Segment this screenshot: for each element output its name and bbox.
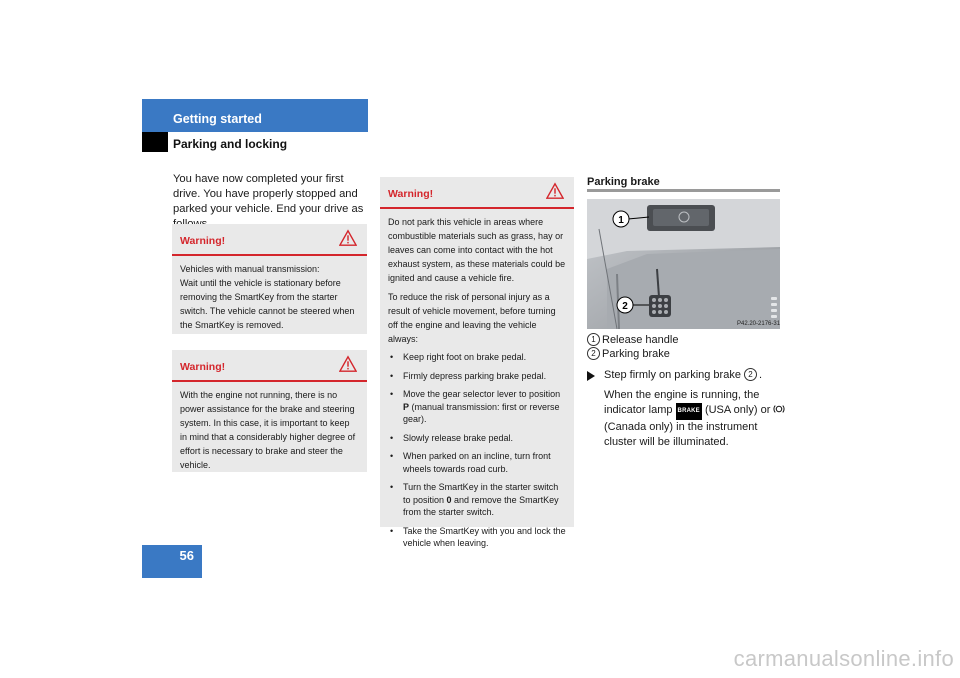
section-title: Getting started (173, 112, 262, 126)
warning-header (172, 350, 367, 382)
list-item (388, 481, 566, 519)
warning-title: Warning! (180, 361, 226, 373)
warning-title: Warning! (180, 235, 226, 247)
note-post: (Canada only) in the instrument cluster will be illuminated. (604, 421, 758, 448)
parking-brake-heading: Parking brake (587, 176, 660, 188)
callout-number: 1 (587, 333, 600, 346)
header-marker (142, 132, 168, 152)
warning-body (172, 382, 367, 480)
warning-box-1 (172, 224, 367, 334)
page-number-box (142, 545, 202, 578)
warning-title: Warning! (388, 188, 434, 200)
subsection-title: Parking and locking (173, 137, 288, 151)
heading-rule (587, 189, 780, 192)
bullet-text: (manual transmission: first or reverse gear). (403, 401, 560, 424)
warning-header (172, 224, 367, 256)
photo-callout-1: 1 (618, 215, 624, 226)
warning-triangle-icon (546, 182, 564, 200)
bullet-text: and remove the SmartKey from the starter switch. (403, 494, 559, 517)
warning-body (172, 256, 367, 340)
warning-line: Vehicles with manual transmission: (180, 264, 320, 274)
parking-brake-lamp-icon (773, 403, 785, 415)
parking-brake-photo (587, 199, 780, 329)
list-item (388, 388, 566, 426)
step-text (604, 368, 787, 383)
legend-label: Release handle (602, 334, 679, 346)
warning-box-3 (380, 177, 574, 548)
list-item: • Keep right foot on brake pedal. (388, 351, 566, 364)
instruction-step (587, 368, 787, 450)
bullet-text: Turn the SmartKey in the starter switch to position (403, 482, 559, 505)
warning-body (380, 209, 574, 564)
legend-label: Parking brake (602, 348, 670, 360)
page-number: 56 (179, 548, 194, 563)
photo-legend (587, 333, 678, 361)
brake-lamp-icon: BRAKE (676, 403, 702, 420)
step-arrow-icon (587, 371, 595, 381)
list-item: • Slowly release brake pedal. (388, 432, 566, 445)
warning-box-2 (172, 350, 367, 472)
warning-header (380, 177, 574, 209)
warning-line: Wait until the vehicle is stationary before removing the SmartKey from the starter switch. The vehicle cannot be steered when the SmartKey is removed. (180, 278, 355, 330)
warning-bullet-list (388, 351, 566, 550)
warning-triangle-icon (339, 355, 357, 373)
intro-text: You have now completed your first drive. You have properly stopped and parked your vehicle. End your drive as (173, 173, 364, 215)
legend-item (587, 347, 678, 361)
watermark: carmanualsonline.info (733, 646, 954, 671)
warning-para: Do not park this vehicle in areas where combustible materials such as grass, hay or leaves can come into contact with the hot exhaust system, as these materials could be ignited and cause a vehicle fire. (388, 217, 566, 283)
step-text-post: . (759, 369, 763, 381)
callout-number: 2 (744, 368, 757, 381)
note-mid: (USA only) or (701, 404, 774, 416)
list-item: • Firmly depress parking brake pedal. (388, 370, 566, 383)
list-item: • Take the SmartKey with you and lock the vehicle when leaving. (388, 525, 566, 550)
step-note (604, 388, 787, 450)
key-position: 0 (446, 494, 452, 505)
photo-code: P42.20-2176-31 (737, 321, 780, 327)
photo-callout-2: 2 (622, 301, 628, 312)
note-pre: When the engine is running, the indicator lamp (604, 389, 760, 416)
legend-item (587, 333, 678, 347)
gear-position: P (403, 401, 410, 412)
callout-number: 2 (587, 347, 600, 360)
list-item: • When parked on an incline, turn front wheels towards road curb. (388, 450, 566, 475)
bullet-text: Move the gear selector lever to position (403, 389, 561, 399)
warning-para: To reduce the risk of personal injury as a result of vehicle movement, before turning off the engine and leaving the vehicle always: (388, 292, 556, 344)
step-text-pre: Step firmly on parking brake (604, 369, 745, 381)
warning-triangle-icon (339, 229, 357, 247)
warning-text: With the engine not running, there is no power assistance for the brake and steering system. In this case, it is important to keep in mind that a considerably higher degree of effort is necessary to brake and steer the vehicle. (180, 390, 356, 470)
